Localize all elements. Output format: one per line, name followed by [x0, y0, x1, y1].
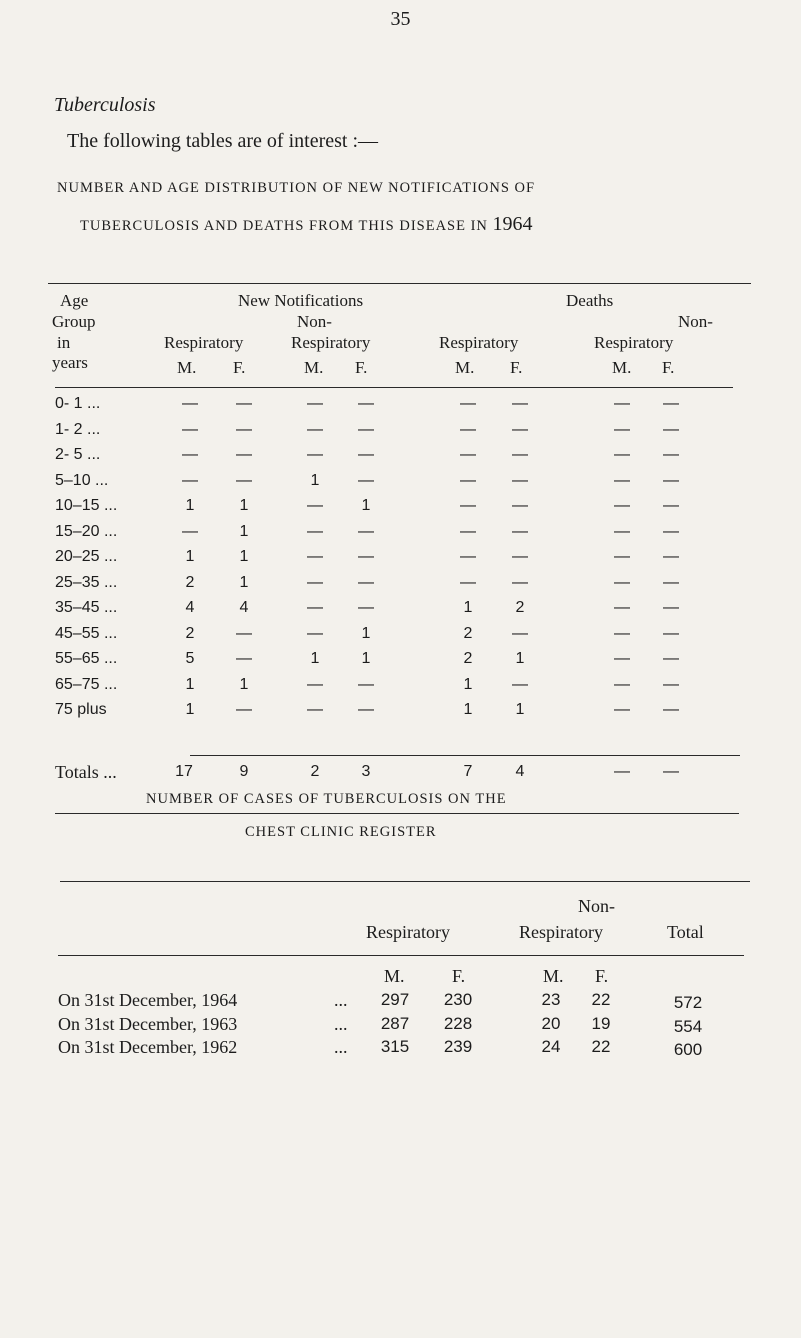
table1-cell: — [663, 446, 679, 463]
table1-cell: 2 [185, 573, 195, 591]
table2-cell: 24 [541, 1037, 561, 1056]
table2-cell: 230 [443, 990, 473, 1009]
table2-cell: 287 [380, 1013, 410, 1033]
table1-top-rule [48, 283, 751, 284]
table1-totals-cell: 9 [239, 763, 249, 780]
header-f-4: F. [662, 358, 675, 377]
table1-caption-line2 [80, 213, 533, 236]
header-m-1: M. [177, 358, 197, 377]
table2-cell: 22 [591, 1037, 611, 1056]
table1-cell: — [307, 395, 323, 412]
table1-cell: — [663, 701, 679, 718]
table1-cell: — [307, 420, 323, 438]
table2-cell: 228 [443, 1013, 473, 1033]
table1-cell: — [358, 701, 374, 718]
table1-row-age: 35–45 ... [55, 599, 118, 616]
header-non-notif: Non- [297, 312, 332, 331]
table1-cell: 2 [515, 599, 525, 616]
t2-header-m-nonresp: M. [543, 966, 564, 986]
header-group: Group [52, 312, 96, 331]
table1-row-age: 45–55 ... [55, 624, 118, 642]
table2-cell: 297 [380, 990, 410, 1009]
table1-cell: 1 [361, 497, 371, 514]
table1-cell: — [358, 573, 374, 591]
table1-cell: 1 [361, 650, 371, 667]
page-number: 35 [390, 8, 411, 30]
table1-cell: — [182, 471, 198, 489]
table1-cell: — [307, 573, 323, 591]
table1-cell: — [512, 395, 528, 412]
table1-cell: — [512, 497, 528, 514]
table1-cell: 1 [515, 650, 525, 667]
table1-row-age: 15–20 ... [55, 522, 118, 540]
table1-cell: — [614, 446, 630, 463]
table1-cell: 4 [239, 599, 249, 616]
table1-cell: 1 [239, 675, 249, 693]
table1-row-age: 0- 1 ... [55, 395, 101, 412]
header-resp-deaths: Respiratory [439, 333, 519, 352]
table2-cell: 20 [541, 1013, 561, 1033]
table1-cell: 1 [463, 701, 473, 718]
table1-cell: — [236, 701, 252, 718]
table1-cell: — [663, 548, 679, 565]
table2-row-dots: ... [334, 990, 348, 1010]
table2-header-rule [58, 955, 744, 956]
table2-cell: 19 [591, 1013, 611, 1033]
table2-top-rule [60, 881, 750, 882]
table1-cell: — [614, 497, 630, 514]
table1-cell: 1 [239, 548, 249, 565]
table1-row-age: 2- 5 ... [55, 446, 101, 463]
table2-cell: 315 [380, 1037, 410, 1056]
table1-cell: — [358, 675, 374, 693]
table1-row-age: 5–10 ... [55, 471, 109, 489]
table1-cell: 4 [185, 599, 195, 616]
header-age: Age [60, 291, 89, 310]
table1-cell: 1 [185, 548, 195, 565]
table1-totals-cell: — [614, 763, 630, 780]
table1-cell: — [236, 446, 252, 463]
table1-cell: — [307, 497, 323, 514]
table1-totals-cell: — [663, 763, 679, 780]
table1-cell: — [663, 522, 679, 540]
table1-cell: — [460, 446, 476, 463]
table1-cell: — [614, 471, 630, 489]
table1-cell: — [358, 548, 374, 565]
header-nonresp-deaths: Respiratory [594, 333, 674, 352]
table2-row-label: On 31st December, 1962 [58, 1037, 238, 1057]
table1-bottom-rule [55, 813, 739, 814]
table1-cell: — [512, 446, 528, 463]
table2-row-label: On 31st December, 1964 [58, 990, 238, 1010]
table1-cell: — [460, 548, 476, 565]
table1-cell: 1 [185, 675, 195, 693]
table1-totals-cell: 4 [515, 763, 525, 780]
table1-cell: — [236, 420, 252, 438]
table1-row-age: 1- 2 ... [55, 420, 101, 438]
table1-row-age: 10–15 ... [55, 497, 118, 514]
table1-cell: — [614, 573, 630, 591]
table1-cell: — [460, 395, 476, 412]
header-m-4: M. [612, 358, 632, 377]
section-title: Tuberculosis [54, 94, 156, 116]
header-resp-notif: Respiratory [164, 333, 244, 352]
table1-cell: — [236, 471, 252, 489]
header-f-1: F. [233, 358, 246, 377]
table1-row-age: 65–75 ... [55, 675, 118, 693]
table1-cell: — [358, 420, 374, 438]
t2-header-f-resp: F. [452, 966, 466, 986]
table1-cell: — [307, 675, 323, 693]
header-years: years [52, 353, 88, 372]
table1-cell: — [358, 395, 374, 412]
table1-cell: — [663, 573, 679, 591]
table1-cell: — [663, 395, 679, 412]
t2-header-total: Total [667, 922, 704, 942]
table1-cell: — [236, 395, 252, 412]
table1-header-rule [55, 387, 733, 388]
table1-cell: — [663, 420, 679, 438]
table2-cell: 239 [443, 1037, 473, 1056]
table1-cell: — [512, 675, 528, 693]
table1-cell: — [307, 599, 323, 616]
table1-cell: — [307, 522, 323, 540]
t2-header-m-resp: M. [384, 966, 405, 986]
table1-cell: — [236, 624, 252, 642]
t2-header-non: Non- [578, 896, 615, 916]
table1-totals-cell: 7 [463, 763, 473, 780]
table1-cell: 1 [239, 573, 249, 591]
table1-cell: — [663, 497, 679, 514]
table1-cell: — [512, 624, 528, 642]
table1-cell: — [358, 599, 374, 616]
table2-row-dots: ... [334, 1013, 348, 1034]
table1-cell: — [614, 599, 630, 616]
table1-totals-label: Totals ... [55, 762, 117, 782]
table1-cell: 1 [239, 522, 249, 540]
t2-header-respiratory: Respiratory [366, 922, 450, 942]
table2-caption-line2: CHEST CLINIC REGISTER [245, 824, 437, 840]
table1-cell: — [663, 624, 679, 642]
table1-cell: — [512, 420, 528, 438]
table1-cell: 1 [515, 701, 525, 718]
table1-cell: 2 [463, 624, 473, 642]
table2-cell: 554 [673, 1016, 703, 1036]
table1-cell: 1 [361, 624, 371, 642]
table1-cell: — [663, 675, 679, 693]
table1-cell: — [663, 599, 679, 616]
table2-cell: 22 [591, 990, 611, 1009]
table1-cell: — [460, 471, 476, 489]
table1-cell: 2 [463, 650, 473, 667]
table1-cell: 2 [185, 624, 195, 642]
table1-cell: — [182, 446, 198, 463]
table1-cell: — [460, 522, 476, 540]
table1-totals-rule [190, 755, 740, 756]
table1-cell: — [614, 675, 630, 693]
table1-cell: — [358, 471, 374, 489]
t2-header-non-respiratory: Respiratory [519, 922, 603, 942]
table1-cell: — [512, 522, 528, 540]
table2-row-label: On 31st December, 1963 [58, 1013, 238, 1034]
header-in: in [57, 333, 71, 352]
table1-cell: — [512, 471, 528, 489]
table1-cell: — [614, 522, 630, 540]
table1-cell: — [614, 650, 630, 667]
table1-cell: 5 [185, 650, 195, 667]
table1-cell: — [307, 624, 323, 642]
header-m-2: M. [304, 358, 324, 377]
t2-header-f-nonresp: F. [595, 966, 609, 986]
header-m-3: M. [455, 358, 475, 377]
table1-cell: — [663, 471, 679, 489]
table1-cell: — [512, 573, 528, 591]
table1-cell: — [663, 650, 679, 667]
table1-cell: 1 [239, 497, 249, 514]
table1-caption-text: TUBERCULOSIS AND DEATHS FROM THIS DISEASE IN [80, 218, 488, 234]
table2-caption-line1: NUMBER OF CASES OF TUBERCULOSIS ON THE [146, 791, 507, 807]
table1-cell: — [307, 446, 323, 463]
table1-row-age: 20–25 ... [55, 548, 118, 565]
table1-row-age: 75 plus [55, 701, 107, 718]
table1-cell: — [358, 522, 374, 540]
table1-cell: 1 [310, 650, 320, 667]
table1-cell: 1 [310, 471, 320, 489]
header-deaths: Deaths [566, 291, 614, 310]
header-non-deaths: Non- [678, 312, 713, 331]
table1-cell: — [460, 420, 476, 438]
table2-row-dots: ... [334, 1037, 348, 1057]
intro-text: The following tables are of interest :— [67, 130, 379, 152]
table1-totals-cell: 17 [175, 763, 193, 780]
header-f-2: F. [355, 358, 368, 377]
table1-totals-cell: 2 [310, 763, 320, 780]
table1-cell: — [307, 701, 323, 718]
table1-row-age: 25–35 ... [55, 573, 118, 591]
table1-cell: — [182, 420, 198, 438]
table1-cell: — [460, 497, 476, 514]
table1-cell: 1 [463, 675, 473, 693]
table1-cell: — [236, 650, 252, 667]
table2-cell: 572 [673, 993, 703, 1012]
table1-cell: 1 [185, 497, 195, 514]
table1-row-age: 55–65 ... [55, 650, 118, 667]
table1-cell: — [614, 420, 630, 438]
table1-cell: — [182, 522, 198, 540]
table1-totals-cell: 3 [361, 763, 371, 780]
table1-cell: — [460, 573, 476, 591]
header-new-notifications: New Notifications [238, 291, 364, 310]
table1-cell: — [358, 446, 374, 463]
header-nonresp-notif: Respiratory [291, 333, 371, 352]
header-f-3: F. [510, 358, 523, 377]
table1-cell: — [182, 395, 198, 412]
table1-cell: — [614, 548, 630, 565]
table1-cell: — [307, 548, 323, 565]
table1-caption-line1: NUMBER AND AGE DISTRIBUTION OF NEW NOTIFICATIONS OF [57, 180, 536, 196]
table2-cell: 600 [673, 1040, 703, 1059]
table1-cell: — [512, 548, 528, 565]
table2-cell: 23 [541, 990, 561, 1009]
table1-cell: 1 [185, 701, 195, 718]
table1-cell: 1 [463, 599, 473, 616]
table1-caption-year: 1964 [492, 213, 533, 235]
table1-cell: — [614, 395, 630, 412]
table1-cell: — [614, 624, 630, 642]
table1-cell: — [614, 701, 630, 718]
